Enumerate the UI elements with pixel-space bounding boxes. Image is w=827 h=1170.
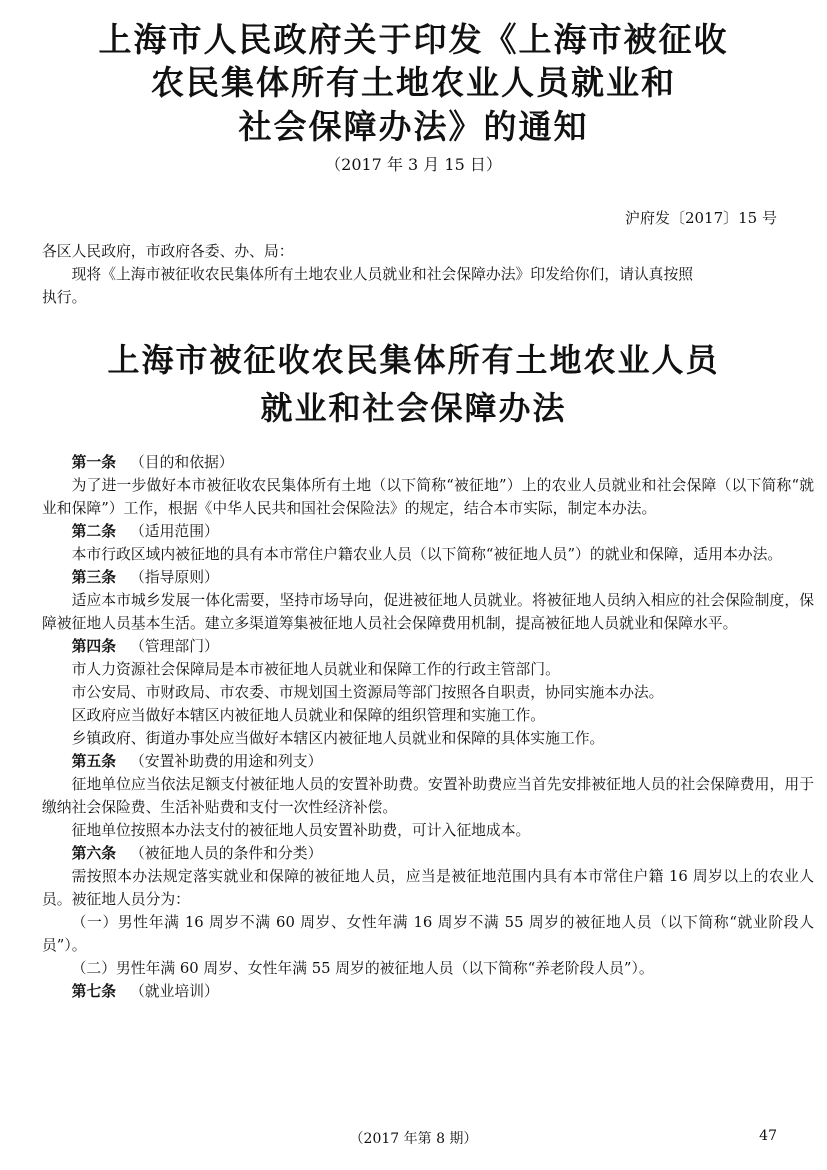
article-4-paragraph-4: 乡镇政府、街道办事处应当做好本辖区内被征地人员就业和保障的具体实施工作。: [71, 730, 605, 747]
article-7-title: （就业培训）: [130, 983, 219, 1000]
article-1-label: 第一条: [71, 454, 116, 471]
article-1-heading: [42, 451, 814, 474]
page-number: 47: [759, 1128, 777, 1144]
article-6-paragraph-2: （一）男性年满 16 周岁不满 60 周岁、女性年满 16 周岁不满 55 周岁的被征地人员（以下简称“就业阶段人员”）。: [42, 914, 814, 954]
issue-footer: （2017 年第 8 期）: [349, 1131, 478, 1147]
regulation-title-line-1: 上海市被征收农民集体所有土地农业人员: [107, 341, 720, 379]
document-title-line-3: 社会保障办法》的通知: [238, 107, 589, 146]
notice-recipients: 各区人民政府，市政府各委、办、局：: [42, 243, 294, 260]
article-4-heading: [42, 635, 814, 658]
article-6-paragraph-1: 需按照本办法规定落实就业和保障的被征地人员，应当是被征地范围内具有本市常住户籍 16 周岁以上的农业人员。被征地人员分为：: [42, 868, 814, 908]
article-3-label: 第三条: [71, 569, 116, 586]
article-5-paragraph-2: 征地单位按照本办法支付的被征地人员安置补助费，可计入征地成本。: [71, 822, 531, 839]
issue-date: （2017 年 3 月 15 日）: [325, 155, 502, 174]
notice-body: [42, 263, 814, 309]
article-5-paragraph-1: 征地单位应当依法足额支付被征地人员的安置补助费。安置补助费应当首先安排被征地人员的社会保障费用，用于缴纳社会保险费、生活补贴费和支付一次性经济补偿。: [42, 776, 814, 816]
document-title-line-1: 上海市人民政府关于印发《上海市被征收: [98, 20, 729, 59]
article-2-heading: [42, 520, 814, 543]
article-7-label: 第七条: [71, 983, 116, 1000]
article-4-label: 第四条: [71, 638, 116, 655]
article-4-paragraph-1: 市人力资源社会保障局是本市被征地人员就业和保障工作的行政主管部门。: [71, 661, 560, 678]
article-2-paragraph: 本市行政区域内被征地的具有本市常住户籍农业人员（以下简称“被征地人员”）的就业和保障，适用本办法。: [71, 546, 783, 563]
notice-body-line-2: 执行。: [42, 289, 87, 306]
article-6-paragraph-3: （二）男性年满 60 周岁、女性年满 55 周岁的被征地人员（以下简称“养老阶段人员”）。: [71, 960, 654, 977]
article-6-heading: [42, 842, 814, 865]
article-4-paragraph-3: 区政府应当做好本辖区内被征地人员就业和保障的组织管理和实施工作。: [71, 707, 546, 724]
document-number: 沪府发〔2017〕15 号: [624, 209, 777, 227]
article-3-heading: [42, 566, 814, 589]
regulation-title-line-2: 就业和社会保障办法: [260, 389, 567, 427]
article-5-label: 第五条: [71, 753, 116, 770]
article-2-title: （适用范围）: [130, 523, 219, 540]
article-6-title: （被征地人员的条件和分类）: [130, 845, 323, 862]
article-7-heading: [42, 980, 814, 1003]
regulation-body: [42, 451, 814, 1003]
article-1-paragraph: 为了进一步做好本市被征收农民集体所有土地（以下简称“被征地”）上的农业人员就业和社会保障（以下简称“就业和保障”）工作，根据《中华人民共和国社会保险法》的规定，结合本市实际，制定本办法。: [42, 477, 814, 517]
article-5-heading: [42, 750, 814, 773]
article-5-title: （安置补助费的用途和列支）: [130, 753, 323, 770]
notice-section: [42, 240, 814, 309]
article-3-title: （指导原则）: [130, 569, 219, 586]
document-title-line-2: 农民集体所有土地农业人员就业和: [151, 63, 676, 102]
article-4-title: （管理部门）: [130, 638, 219, 655]
notice-body-line-1: 现将《上海市被征收农民集体所有土地农业人员就业和社会保障办法》印发给你们，请认真按照: [71, 266, 694, 283]
article-3-paragraph: 适应本市城乡发展一体化需要，坚持市场导向，促进被征地人员就业。将被征地人员纳入相应的社会保险制度，保障被征地人员基本生活。建立多渠道筹集被征地人员社会保障费用机制，提高被征地人员就业和保障水平。: [42, 592, 814, 632]
article-4-paragraph-2: 市公安局、市财政局、市农委、市规划国土资源局等部门按照各自职责，协同实施本办法。: [71, 684, 664, 701]
article-6-label: 第六条: [71, 845, 116, 862]
article-1-title: （目的和依据）: [130, 454, 234, 471]
article-2-label: 第二条: [71, 523, 116, 540]
